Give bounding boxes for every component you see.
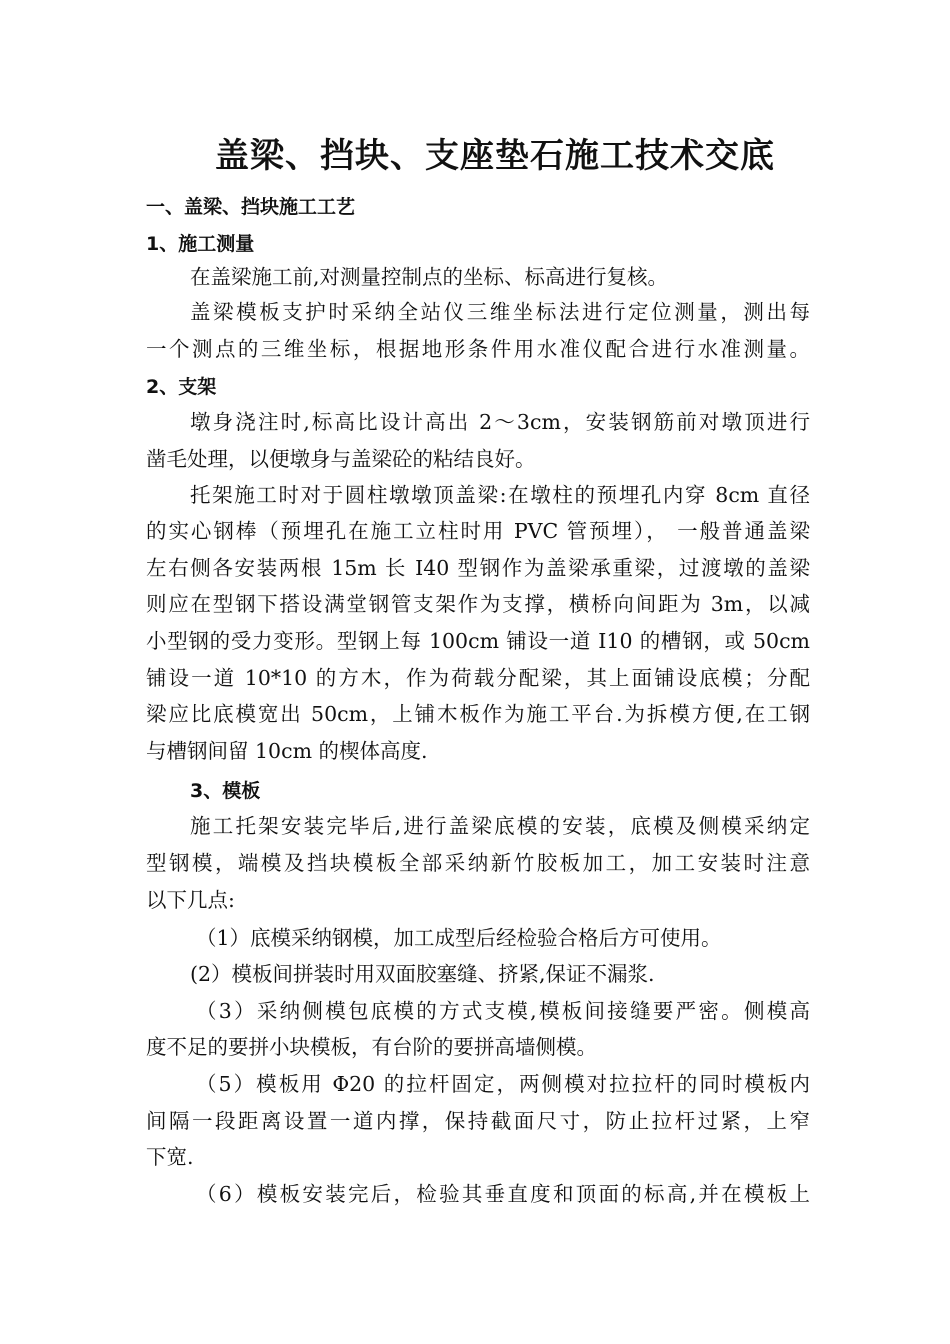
paragraph-line: 盖梁模板支护时采纳全站仪三维坐标法进行定位测量，测出每 xyxy=(190,300,810,324)
document-title: 盖梁、挡块、支座垫石施工技术交底 xyxy=(215,136,775,176)
paragraph-line: 小型钢的受力变形。型钢上每 100cm 铺设一道 I10 的槽钢，或 50cm xyxy=(146,629,810,653)
subsection-heading: 1、施工测量 xyxy=(146,233,255,255)
subsection-heading: 3、模板 xyxy=(190,780,261,802)
paragraph-line: 左右侧各安装两根 15m 长 I40 型钢作为盖梁承重梁，过渡墩的盖梁 xyxy=(146,556,810,580)
paragraph-line: 施工托架安装完毕后,进行盖梁底模的安装，底模及侧模采纳定 xyxy=(190,814,810,838)
list-item: （6）模板安装完后，检验其垂直度和顶面的标高,并在模板上 xyxy=(196,1182,810,1206)
list-item: （1）底模采纳钢模，加工成型后经检验合格后方可使用。 xyxy=(196,926,722,950)
paragraph-line: 托架施工时对于圆柱墩墩顶盖梁:在墩柱的预埋孔内穿 8cm 直径 xyxy=(190,483,810,507)
paragraph-line: 一个测点的三维坐标，根据地形条件用水准仪配合进行水准测量。 xyxy=(146,337,810,361)
subsection-heading: 2、支架 xyxy=(146,376,217,398)
paragraph-line: 型钢模，端模及挡块模板全部采纳新竹胶板加工，加工安装时注意 xyxy=(146,851,810,875)
paragraph-line: 凿毛处理，以便墩身与盖梁砼的粘结良好。 xyxy=(146,447,536,471)
paragraph-line: 墩身浇注时,标高比设计高出 2～3cm，安装钢筋前对墩顶进行 xyxy=(190,410,810,434)
paragraph-line: 间隔一段距离设置一道内撑，保持截面尺寸，防止拉杆过紧，上窄 xyxy=(146,1109,810,1133)
list-item: (2）模板间拼装时用双面胶塞缝、挤紧,保证不漏浆. xyxy=(190,962,655,986)
list-item: （3）采纳侧模包底模的方式支模,模板间接缝要严密。侧模高 xyxy=(196,999,810,1023)
paragraph-line: 在盖梁施工前,对测量控制点的坐标、标高进行复核。 xyxy=(190,265,669,289)
paragraph-line: 则应在型钢下搭设满堂钢管支架作为支撑，横桥向间距为 3m，以减 xyxy=(146,592,810,616)
paragraph-line: 以下几点: xyxy=(146,888,235,912)
paragraph-line: 梁应比底模宽出 50cm，上铺木板作为施工平台.为拆模方便,在工钢 xyxy=(146,702,810,726)
paragraph-line: 下宽. xyxy=(146,1145,194,1169)
paragraph-line: 的实心钢棒（预埋孔在施工立柱时用 PVC 管预埋）， 一般普通盖梁 xyxy=(146,519,810,543)
paragraph-line: 度不足的要拼小块模板，有台阶的要拼高墙侧模。 xyxy=(146,1035,597,1059)
paragraph-line: 与槽钢间留 10cm 的楔体高度. xyxy=(146,739,428,763)
list-item: （5）模板用 Φ20 的拉杆固定，两侧模对拉拉杆的同时模板内 xyxy=(196,1072,810,1096)
paragraph-line: 铺设一道 10*10 的方木，作为荷载分配梁，其上面铺设底模；分配 xyxy=(146,666,810,690)
section-heading: 一、盖梁、挡块施工工艺 xyxy=(146,196,356,218)
